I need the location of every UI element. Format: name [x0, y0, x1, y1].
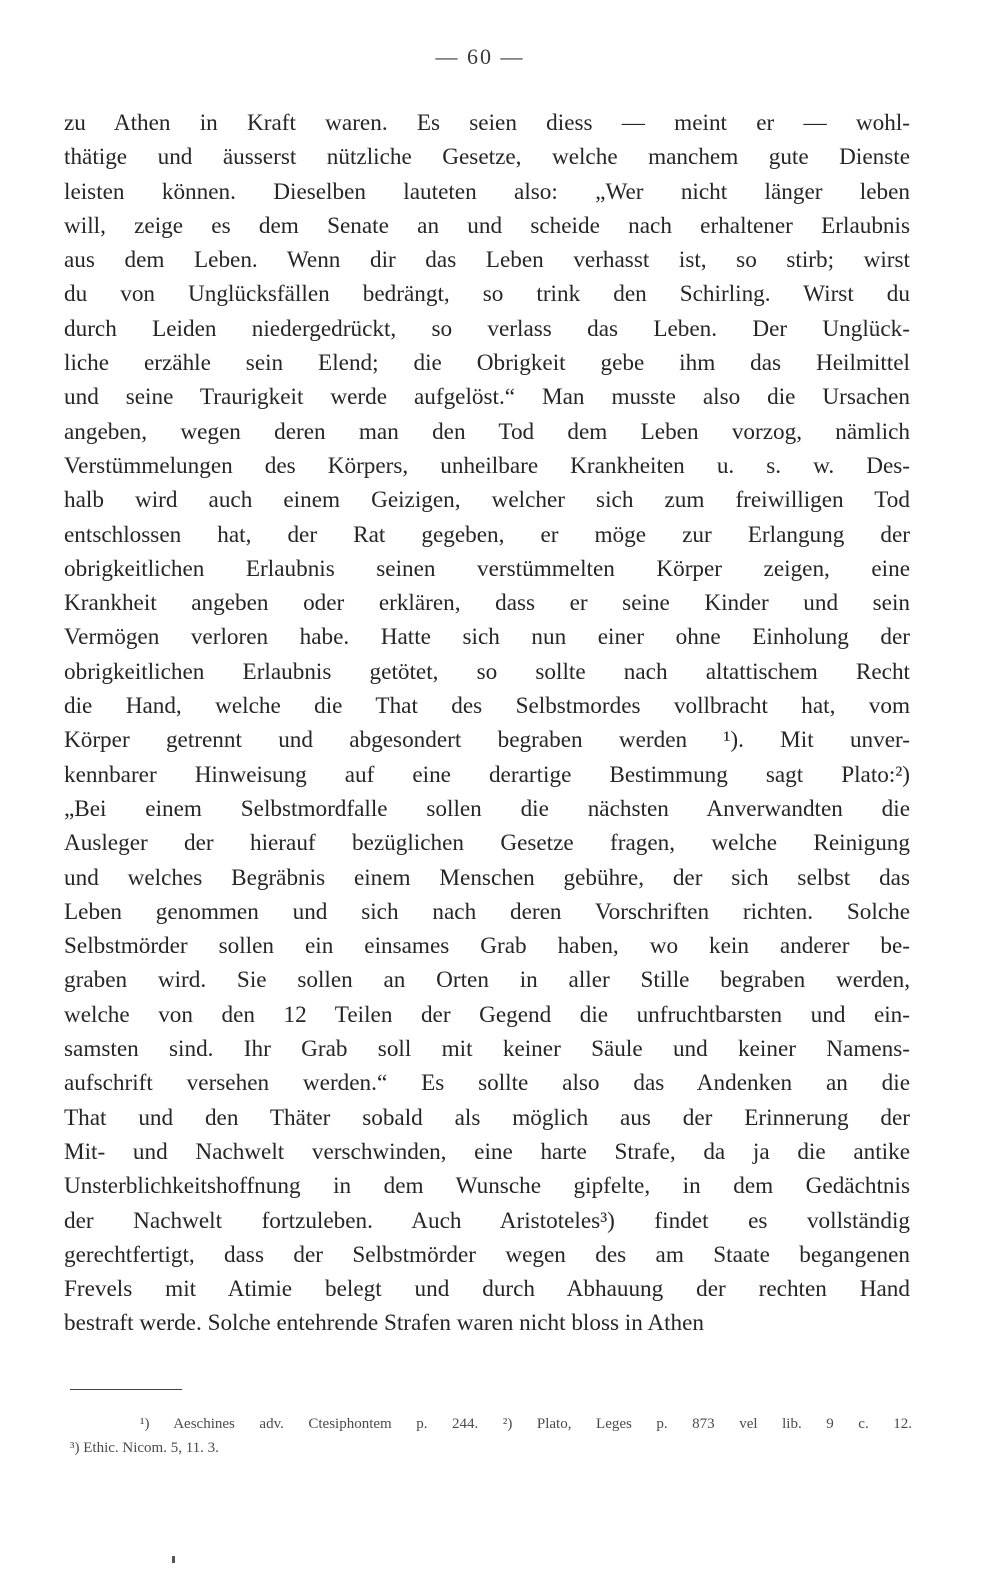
text-line: und seine Traurigkeit werde aufgelöst.“ Man musste also die Ursachen — [64, 384, 910, 411]
text-line: thätige und äusserst nützliche Gesetze, welche manchem gute Dienste — [64, 144, 910, 171]
text-line: obrigkeitlichen Erlaubnis seinen verstümmelten Körper zeigen, eine — [64, 555, 910, 582]
text-line: Körper getrennt und abgesondert begraben werden ¹). Mit unver- — [64, 727, 910, 754]
text-line: du von Unglücksfällen bedrängt, so trink den Schirling. Wirst du — [64, 281, 910, 308]
text-line: That und den Thäter sobald als möglich aus der Erinnerung der — [64, 1104, 910, 1131]
text-line: Selbstmörder sollen ein einsames Grab haben, wo kein anderer be- — [64, 933, 910, 960]
text-line: will, zeige es dem Senate an und scheide nach erhaltener Erlaubnis — [64, 212, 910, 239]
footnotes — [70, 1412, 912, 1460]
page-number: — 60 — — [435, 44, 525, 69]
text-line: zu Athen in Kraft waren. Es seien diess — meint er — wohl- — [64, 110, 910, 136]
text-line: leisten können. Dieselben lauteten also: „Wer nicht länger leben — [64, 178, 910, 205]
text-line: gerechtfertigt, dass der Selbstmörder wegen des am Staate begangenen — [64, 1241, 910, 1268]
text-line: Vermögen verloren habe. Hatte sich nun einer ohne Einholung der — [64, 624, 910, 651]
text-line: halb wird auch einem Geizigen, welcher sich zum freiwilligen Tod — [64, 487, 910, 514]
text-line: aufschrift versehen werden.“ Es sollte also das Andenken an die — [64, 1070, 910, 1097]
text-line: Verstümmelungen des Körpers, unheilbare Krankheiten u. s. w. Des- — [64, 452, 910, 479]
text-line: Ausleger der hierauf bezüglichen Gesetze fragen, welche Reinigung — [64, 830, 910, 857]
text-line: bestraft werde. Solche entehrende Strafen waren nicht bloss in Athen — [64, 1310, 705, 1337]
text-line: und welches Begräbnis einem Menschen gebühre, der sich selbst das — [64, 864, 910, 891]
text-line: Krankheit angeben oder erklären, dass er seine Kinder und sein — [64, 590, 910, 617]
footnote-line: ¹) Aeschines adv. Ctesiphontem p. 244. ²) Plato, Leges p. 873 vel lib. 9 c. 12. — [140, 1416, 912, 1432]
text-line: aus dem Leben. Wenn dir das Leben verhasst ist, so stirb; wirst — [64, 247, 910, 274]
text-line: samsten sind. Ihr Grab soll mit keiner Säule und keiner Namens- — [64, 1036, 910, 1063]
text-line: Mit- und Nachwelt verschwinden, eine harte Strafe, da ja die antike — [64, 1138, 910, 1165]
footnote-separator — [70, 1389, 182, 1390]
text-line: „Bei einem Selbstmordfalle sollen die nächsten Anverwandten die — [64, 795, 910, 822]
footnote-line: ³) Ethic. Nicom. 5, 11. 3. — [70, 1440, 219, 1456]
text-line: liche erzähle sein Elend; die Obrigkeit gebe ihm das Heilmittel — [64, 350, 910, 377]
scan-mark — [172, 1556, 175, 1563]
text-line: der Nachwelt fortzuleben. Auch Aristoteles³) findet es vollständig — [64, 1207, 910, 1234]
text-line: angeben, wegen deren man den Tod dem Leben vorzog, nämlich — [64, 418, 910, 445]
text-line: obrigkeitlichen Erlaubnis getötet, so sollte nach altattischem Recht — [64, 658, 910, 685]
text-line: welche von den 12 Teilen der Gegend die unfruchtbarsten und ein- — [64, 1001, 910, 1028]
text-line: entschlossen hat, der Rat gegeben, er möge zur Erlangung der — [64, 521, 910, 548]
text-line: die Hand, welche die That des Selbstmordes vollbracht hat, vom — [64, 693, 910, 720]
text-line: kennbarer Hinweisung auf eine derartige Bestimmung sagt Plato:²) — [64, 761, 910, 788]
text-line: durch Leiden niedergedrückt, so verlass das Leben. Der Unglück- — [64, 315, 910, 342]
text-line: Leben genommen und sich nach deren Vorschriften richten. Solche — [64, 898, 910, 925]
text-line: graben wird. Sie sollen an Orten in aller Stille begraben werden, — [64, 967, 910, 994]
text-line: Frevels mit Atimie belegt und durch Abhauung der rechten Hand — [64, 1276, 910, 1303]
body-text — [64, 106, 910, 1341]
text-line: Unsterblichkeitshoffnung in dem Wunsche gipfelte, in dem Gedächtnis — [64, 1173, 910, 1200]
